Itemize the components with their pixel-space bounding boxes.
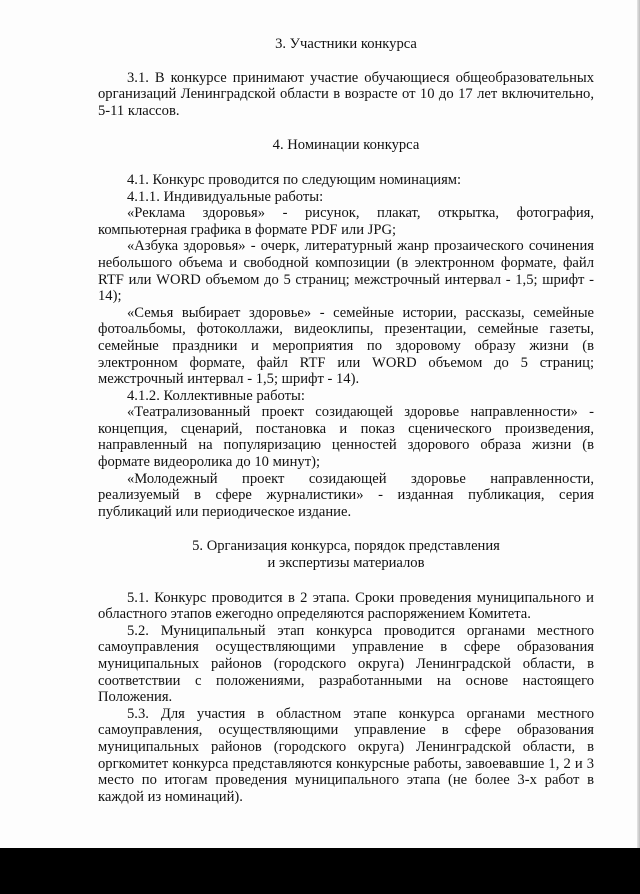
paragraph-4-1: 4.1. Конкурс проводится по следующим номинациям:: [127, 171, 462, 188]
nomination-item: «Реклама здоровья» - рисунок, плакат, открытка, фотография, компьютерная графика в формате PDF или JPG;: [98, 205, 594, 238]
section-3-heading: 3. Участники конкурса: [275, 36, 417, 52]
scan-bottom-band: [0, 848, 640, 894]
document-body: [98, 36, 594, 805]
paragraph-5-3: 5.3. Для участия в областном этапе конкурса органами местного самоуправления, осуществляющими управление в сфере образования муниципальных районов (городского округа) Ленинградской области, в оргкомитет конкурса представляются конкурсные работы, завоевавшие 1, 2 и 3 место по итогам проведения муниципального этапа (не более 3-х работ в каждой из номинаций).: [98, 705, 594, 805]
paragraph-5-2: 5.2. Муниципальный этап конкурса проводится органами местного самоуправления осуществляющими управление в сфере образования муниципальных районов (городского округа) Ленинградской области, в соответствии с положениями, разработанными на основе настоящего Положения.: [98, 622, 594, 706]
spacer: [98, 520, 594, 538]
section-5-heading-line-2: и экспертизы материалов: [267, 555, 425, 572]
nomination-item: «Семья выбирает здоровье» - семейные истории, рассказы, семейные фотоальбомы, фотоколлажи, видеоклипы, презентации, семейные газеты, семейные праздники и мероприятия по здоровому образу жизни (в электронном формате, файл RTF или WORD объемом до 5 страниц; межстрочный интервал - 1,5; шрифт - 14).: [98, 304, 594, 388]
nomination-item: «Азбука здоровья» - очерк, литературный жанр прозаического сочинения небольшого объема и свободной композиции (в электронном формате, файл RTF или WORD объемом до 5 страниц; межстрочный интервал - 1,5; шрифт - 14);: [98, 238, 594, 305]
paragraph-3-1: 3.1. В конкурсе принимают участие обучающиеся общеобразовательных организаций Ленинградской области в возрасте от 10 до 17 лет включительно, 5-11 классов.: [98, 69, 594, 119]
spacer: [98, 119, 594, 137]
section-5-heading-line-1: 5. Организация конкурса, порядок представления: [192, 538, 500, 555]
nomination-item: «Театрализованный проект созидающей здоровье направленности» - концепция, сценарий, постановка и показ сценического произведения, направленный на популяризацию ценностей здорового образа жизни (в формате видеоролика до 10 минут);: [98, 404, 594, 471]
spacer: [98, 572, 594, 590]
spacer: [98, 154, 594, 172]
subsection-4-1-2-title: 4.1.2. Коллективные работы:: [127, 387, 305, 404]
paragraph-5-1: 5.1. Конкурс проводится в 2 этапа. Сроки проведения муниципального и областного этапов ежегодно определяются распоряжением Комитета.: [98, 589, 594, 623]
section-4-heading: 4. Номинации конкурса: [272, 137, 420, 154]
subsection-4-1-1-title: 4.1.1. Индивидуальные работы:: [127, 188, 324, 205]
nomination-item: «Молодежный проект созидающей здоровье направленности, реализуемый в сфере журналистики» - изданная публикация, серия публикаций или периодическое издание.: [98, 470, 594, 520]
spacer: [98, 53, 594, 70]
